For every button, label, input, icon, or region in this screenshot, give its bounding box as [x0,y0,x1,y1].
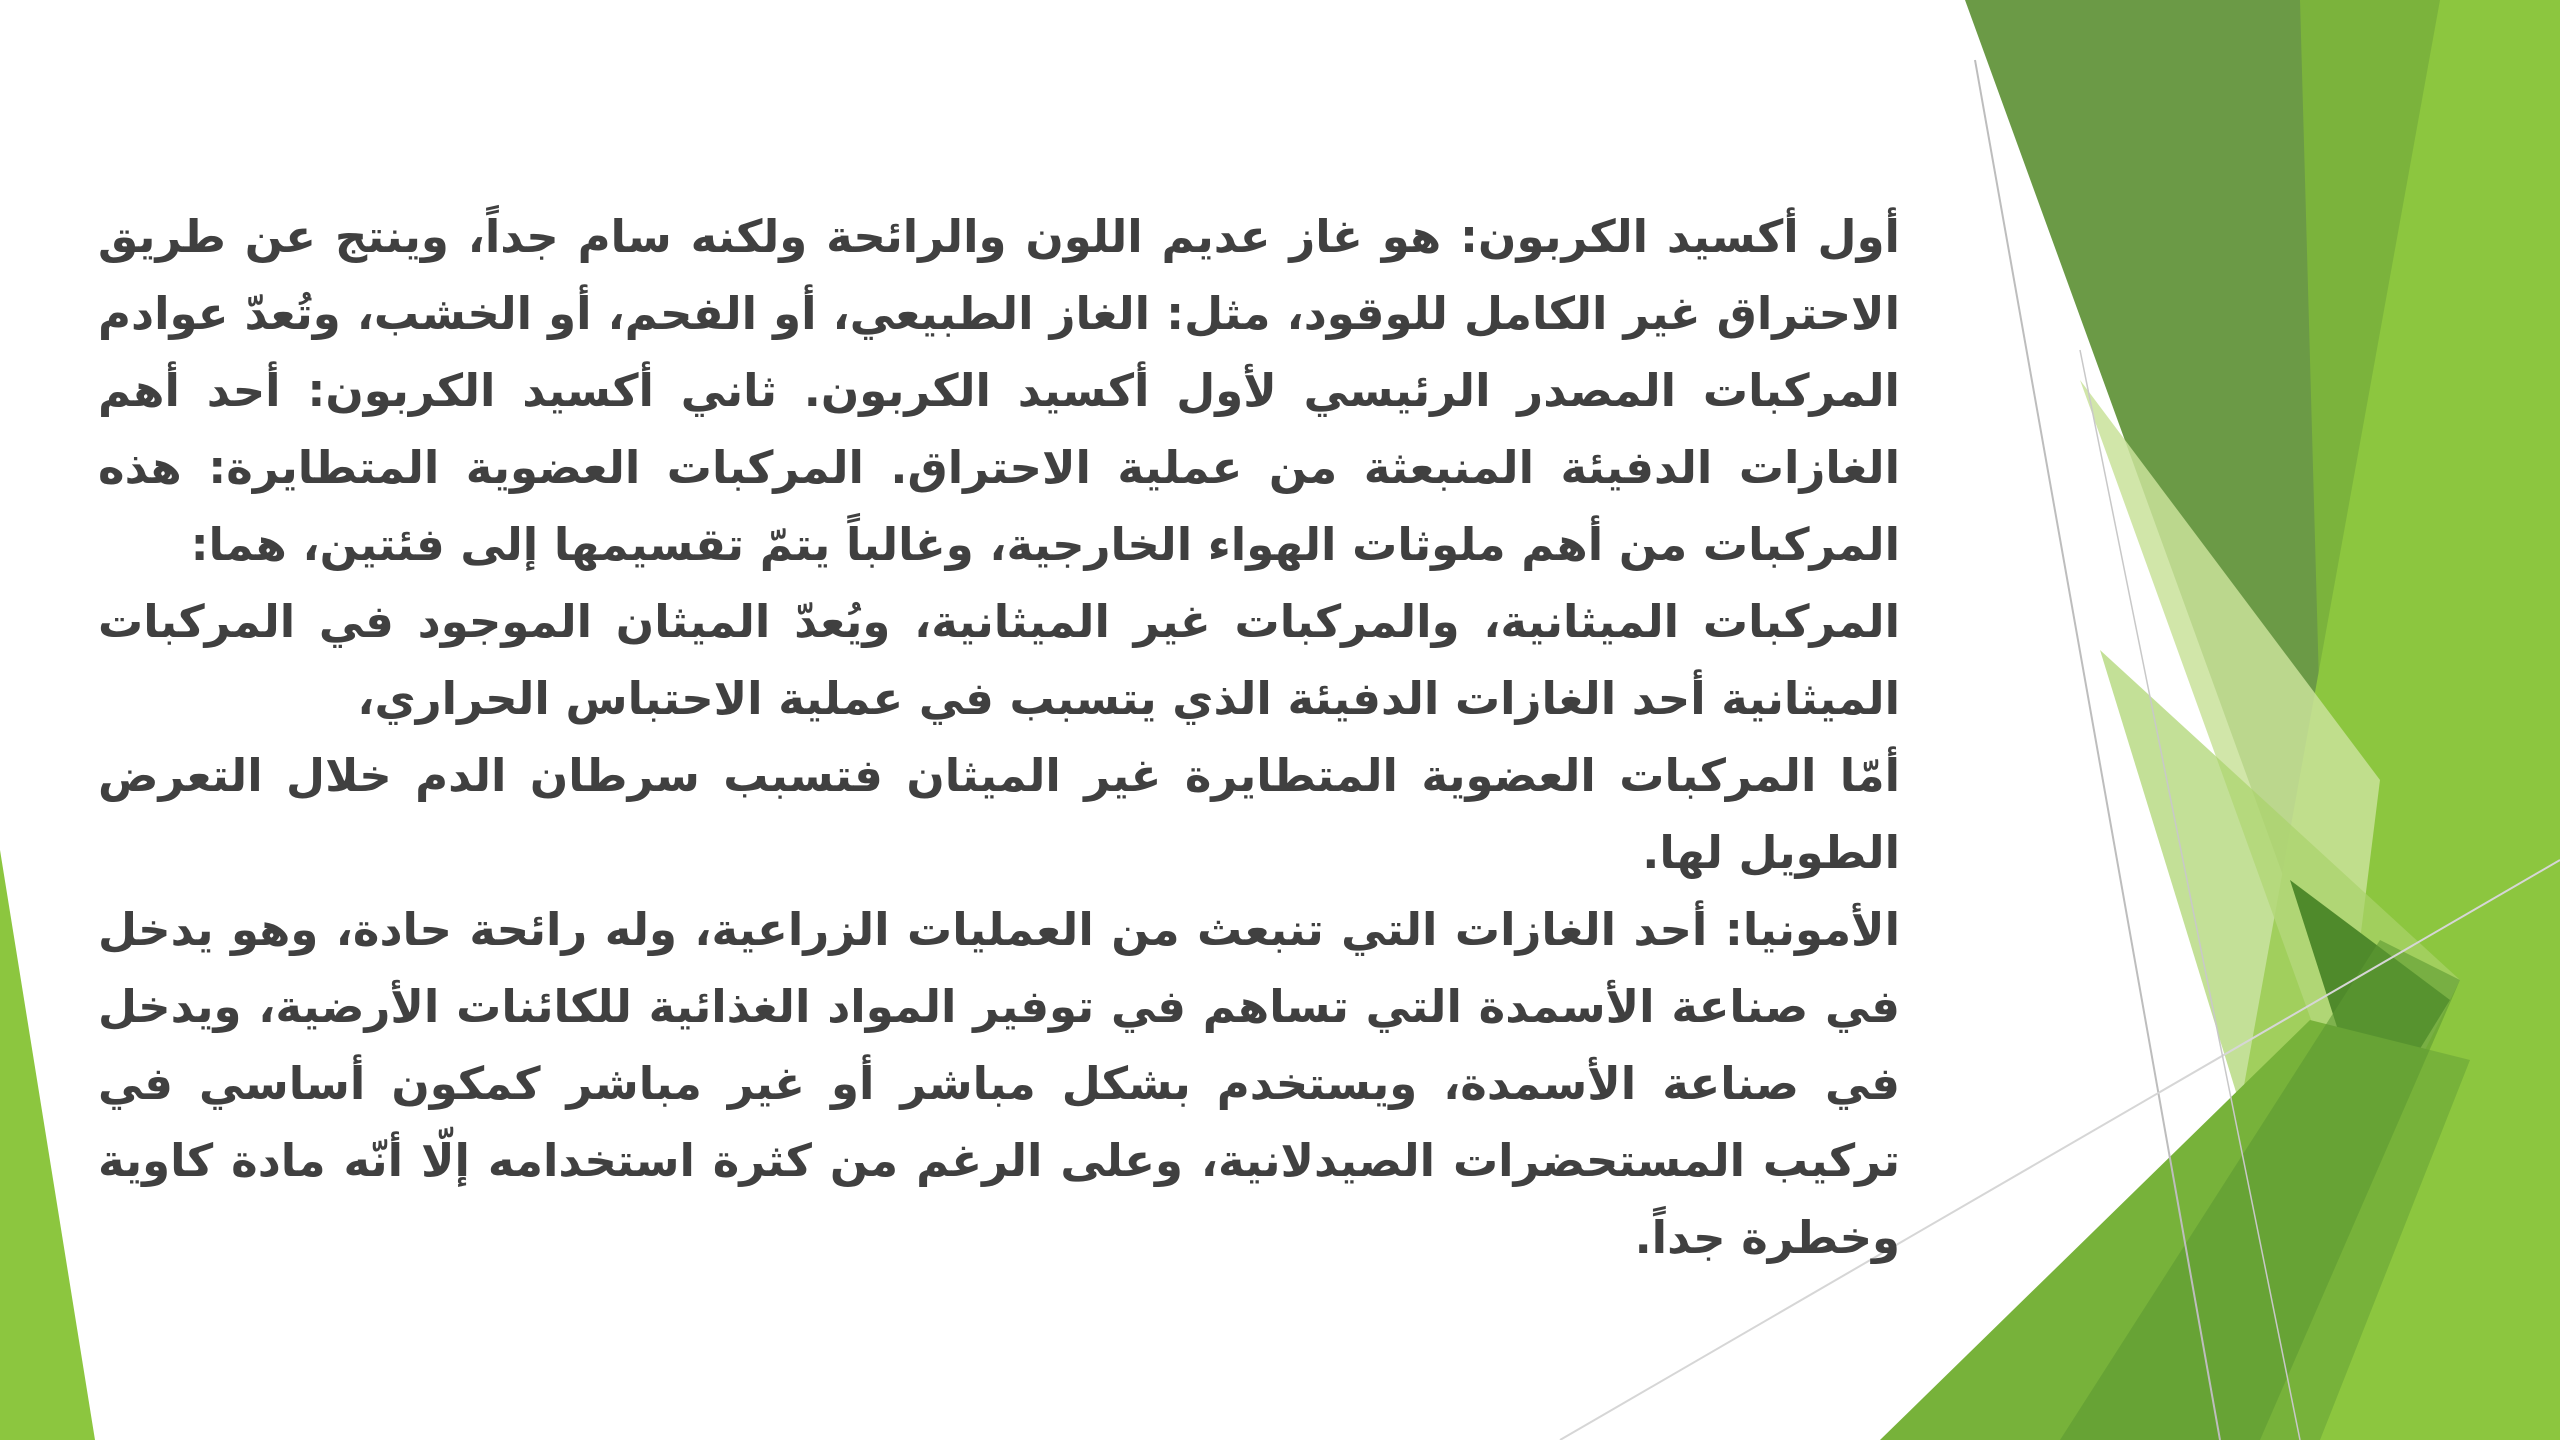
paragraph-methane-compounds: المركبات الميثانية، والمركبات غير الميثانية، ويُعدّ الميثان الموجود في المركبات الميثانية أحد الغازات الدفيئة الذي يتسبب في عملية الاحتباس الحراري، [98,595,1900,725]
paragraph-ammonia: الأمونيا: أحد الغازات التي تنبعث من العمليات الزراعية، وله رائحة حادة، وهو يدخل في صناعة الأسمدة التي تساهم في توفير المواد الغذائية للكائنات الأرضية، ويدخل في صناعة الأسمدة، ويستخدم بشكل مباشر أو غير مباشر كمكون أساسي في تركيب المستحضرات الصيدلانية، وعلى الرغم من كثرة استخدامه إلّا أنّه مادة كاوية وخطرة جداً. [98,903,1900,1264]
slide-body-text [98,198,1900,1276]
left-edge-facet [0,850,95,1440]
paragraph-pollutants-intro: أول أكسيد الكربون: هو غاز عديم اللون والرائحة ولكنه سام جداً، وينتج عن طريق الاحتراق غير الكامل للوقود، مثل: الغاز الطبيعي، أو الفحم، أو الخشب، وتُعدّ عوادم المركبات المصدر الرئيسي لأول أكسيد الكربون. ثاني أكسيد الكربون: أحد أهم الغازات الدفيئة المنبعثة من عملية الاحتراق. المركبات العضوية المتطايرة: هذه المركبات من أهم ملوثات الهواء الخارجية، وغالباً يتمّ تقسيمها إلى فئتين، هما: [98,210,1900,571]
paragraph-non-methane-compounds: أمّا المركبات العضوية المتطايرة غير الميثان فتسبب سرطان الدم خلال التعرض الطويل لها. [98,749,1900,879]
